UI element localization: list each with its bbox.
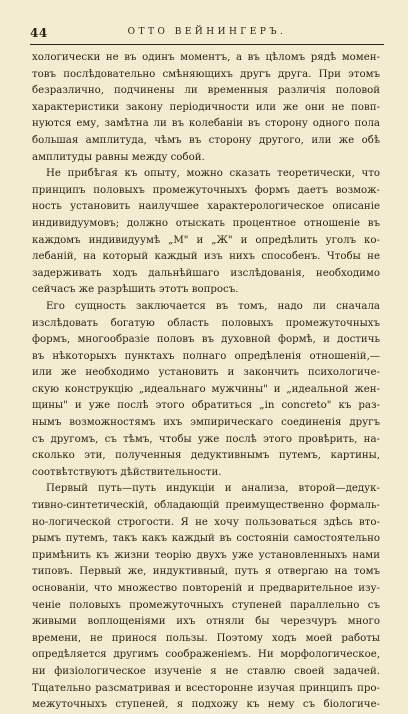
text-line: большая амплитуда, чѣмъ въ сторону другого, или же обѣ [32,134,380,146]
text-line: Его сущность заключается въ томъ, надо ли сначала [46,300,380,312]
text-line: тивно-синтетическій, обладающій преимущественно формаль- [32,500,380,512]
text-line: амплитуды равны между собой. [32,151,205,163]
text-line: сейчасъ же разрѣшить этотъ вопросъ. [32,284,239,296]
text-line: межуточныхъ ступеней, я подхожу къ нему съ біологиче- [32,699,380,711]
text-line: щины" и уже послѣ этого обратиться „in concreto" къ раз- [32,400,380,412]
text-line: формъ, многообразіе половъ въ духовной формѣ, и достичь [32,334,380,346]
text-line: нуются ему, замѣтна ли въ колебаніи въ сторону одного пола [32,118,380,130]
text-line: товъ послѣдовательно смѣняющихъ другъ друга. При этомъ [32,68,380,80]
text-line: лебаній, на который каждый изъ нихъ способенъ. Чтобы не [32,251,380,263]
body-text [32,50,380,714]
text-line: ченіе половыхъ промежуточныхъ ступеней параллельно съ [32,599,380,611]
text-line: съ другомъ, съ тѣмъ, чтобы уже послѣ этого провѣрить, на- [32,433,380,445]
text-line: безразлично, подчинены ли временныя различія половой [32,85,380,97]
text-line: каждомъ индивидуумѣ „М" и „Ж" и опредѣлить уголъ ко- [32,234,380,246]
text-line: нымъ возможностямъ ихъ эмпирическаго соединенія другъ [32,417,380,429]
text-line: Тщательно разсматривая и всесторонне изучая принципъ про- [32,682,380,694]
text-line: скую конструкцію „идеальнаго мужчины" и „идеальной жен- [32,383,380,395]
text-line: основаніи, что множество повтореній и предварительное изу- [32,583,380,594]
text-line: изслѣдовать богатую область половыхъ промежуточныхъ [32,317,380,329]
text-line: индивидуумовъ; должно отыскать процентное отношеніе въ [32,217,380,229]
text-line: Не прибѣгая къ опыту, можно сказать теоретически, что [46,168,380,180]
text-line: характеристики закону періодичности или же они не повп- [32,101,380,113]
text-line: времени, не принося пользы. Поэтому ходъ моей работы [32,632,380,644]
text-line: сколько эти, полученныя дедуктивнымъ путемъ, картины, [32,450,380,462]
page-number: 44 [30,26,48,40]
text-line: въ нѣкоторыхъ пунктахъ полнаго опредѣленія отношеній,— [32,350,380,362]
text-line: примѣнить къ жизни теорію двухъ уже установленныхъ нами [32,549,380,561]
text-line: принципъ половыхъ промежуточныхъ формъ даетъ возмож- [32,184,380,196]
page-header [30,24,384,45]
text-line: живыми воплощеніями ихъ отняли бы черезчуръ много [32,616,380,628]
text-line: рымъ путемъ, такъ какъ каждый въ состояніи самостоятельно [32,533,380,545]
text-line: хологически не въ одинъ моментъ, а въ цѣломъ рядѣ момен- [32,52,380,63]
text-line: или же необходимо установить и закончить психологиче- [32,367,380,379]
text-line: соотвѣтствуютъ дѣйствительности. [32,466,222,478]
text-line: задерживать ходъ дальнѣйшаго изслѣдованія, необходимо [32,267,380,279]
running-head: ОТТО ВЕЙНИНГЕРЪ. [127,27,287,37]
text-line: опредѣляется другимъ соображеніемъ. Ни морфологическое, [32,649,380,661]
text-line: но-логической строгости. Я не хочу пользоваться здѣсь вто- [32,516,380,528]
text-line: ни физіологическое изученіе я не ставлю своей задачей. [32,665,380,677]
text-line: ность установить наилучшее характерологическое описаніе [32,201,380,213]
text-line: Первый путь—путь индукціи и анализа, второй—дедук- [46,483,380,495]
text-line: типовъ. Первый же, индуктивный, путь я отвергаю на томъ [32,566,380,578]
